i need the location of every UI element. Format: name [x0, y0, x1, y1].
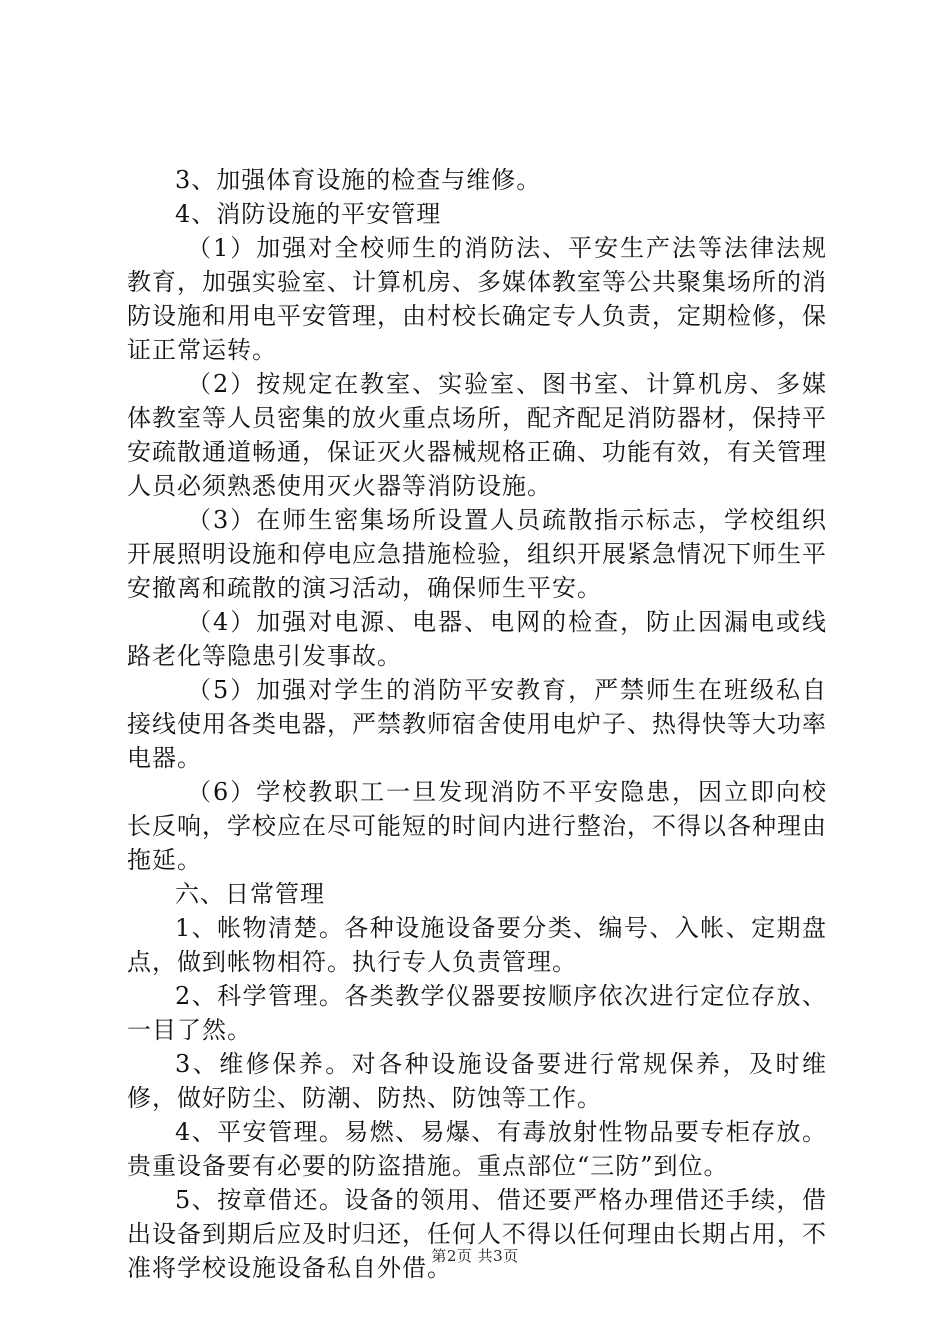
page-number-footer: 第2页 共3页 — [431, 1247, 519, 1265]
paragraph-item-4-safety: 4、平安管理。易燃、易爆、有毒放射性物品要专柜存放。贵重设备要有必要的防盗措施。重点部位“三防”到位。 — [127, 1118, 827, 1180]
paragraph-subitem-1: （1）加强对全校师生的消防法、平安生产法等法律法规教育，加强实验室、计算机房、多媒体教室等公共聚集场所的消防设施和用电平安管理，由村校长确定专人负责，定期检修，保证正常运转。 — [127, 234, 827, 364]
paragraph-item-3: 3、加强体育设施的检查与维修。 — [175, 166, 542, 194]
paragraph-subitem-4: （4）加强对电源、电器、电网的检查，防止因漏电或线路老化等隐患引发事故。 — [127, 608, 827, 670]
paragraph-item-3-maintenance: 3、维修保养。对各种设施设备要进行常规保养，及时维修，做好防尘、防潮、防热、防蚀等工作。 — [127, 1050, 827, 1112]
paragraph-subitem-6: （6）学校教职工一旦发现消防不平安隐患，因立即向校长反响，学校应在尽可能短的时间内进行整治，不得以各种理由拖延。 — [127, 778, 827, 874]
paragraph-subitem-2: （2）按规定在教室、实验室、图书室、计算机房、多媒体教室等人员密集的放火重点场所，配齐配足消防器材，保持平安疏散通道畅通，保证灭火器械规格正确、功能有效，有关管理人员必须熟悉使用灭火器等消防设施。 — [127, 370, 827, 500]
paragraph-item-5-borrowing: 5、按章借还。设备的领用、借还要严格办理借还手续，借出设备到期后应及时归还，任何人不得以任何理由长期占用，不准将学校设施设备私自外借。 — [127, 1186, 827, 1282]
document-body — [127, 163, 827, 1285]
paragraph-item-1: 1、帐物清楚。各种设施设备要分类、编号、入帐、定期盘点，做到帐物相符。执行专人负责管理。 — [127, 914, 827, 976]
paragraph-item-4-heading: 4、消防设施的平安管理 — [175, 200, 442, 228]
section-heading-daily-management: 六、日常管理 — [175, 880, 325, 908]
paragraph-item-2: 2、科学管理。各类教学仪器要按顺序依次进行定位存放、一目了然。 — [127, 982, 827, 1044]
paragraph-subitem-3: （3）在师生密集场所设置人员疏散指示标志，学校组织开展照明设施和停电应急措施检验，组织开展紧急情况下师生平安撤离和疏散的演习活动，确保师生平安。 — [127, 506, 827, 602]
paragraph-subitem-5: （5）加强对学生的消防平安教育，严禁师生在班级私自接线使用各类电器，严禁教师宿舍使用电炉子、热得快等大功率电器。 — [127, 676, 827, 772]
